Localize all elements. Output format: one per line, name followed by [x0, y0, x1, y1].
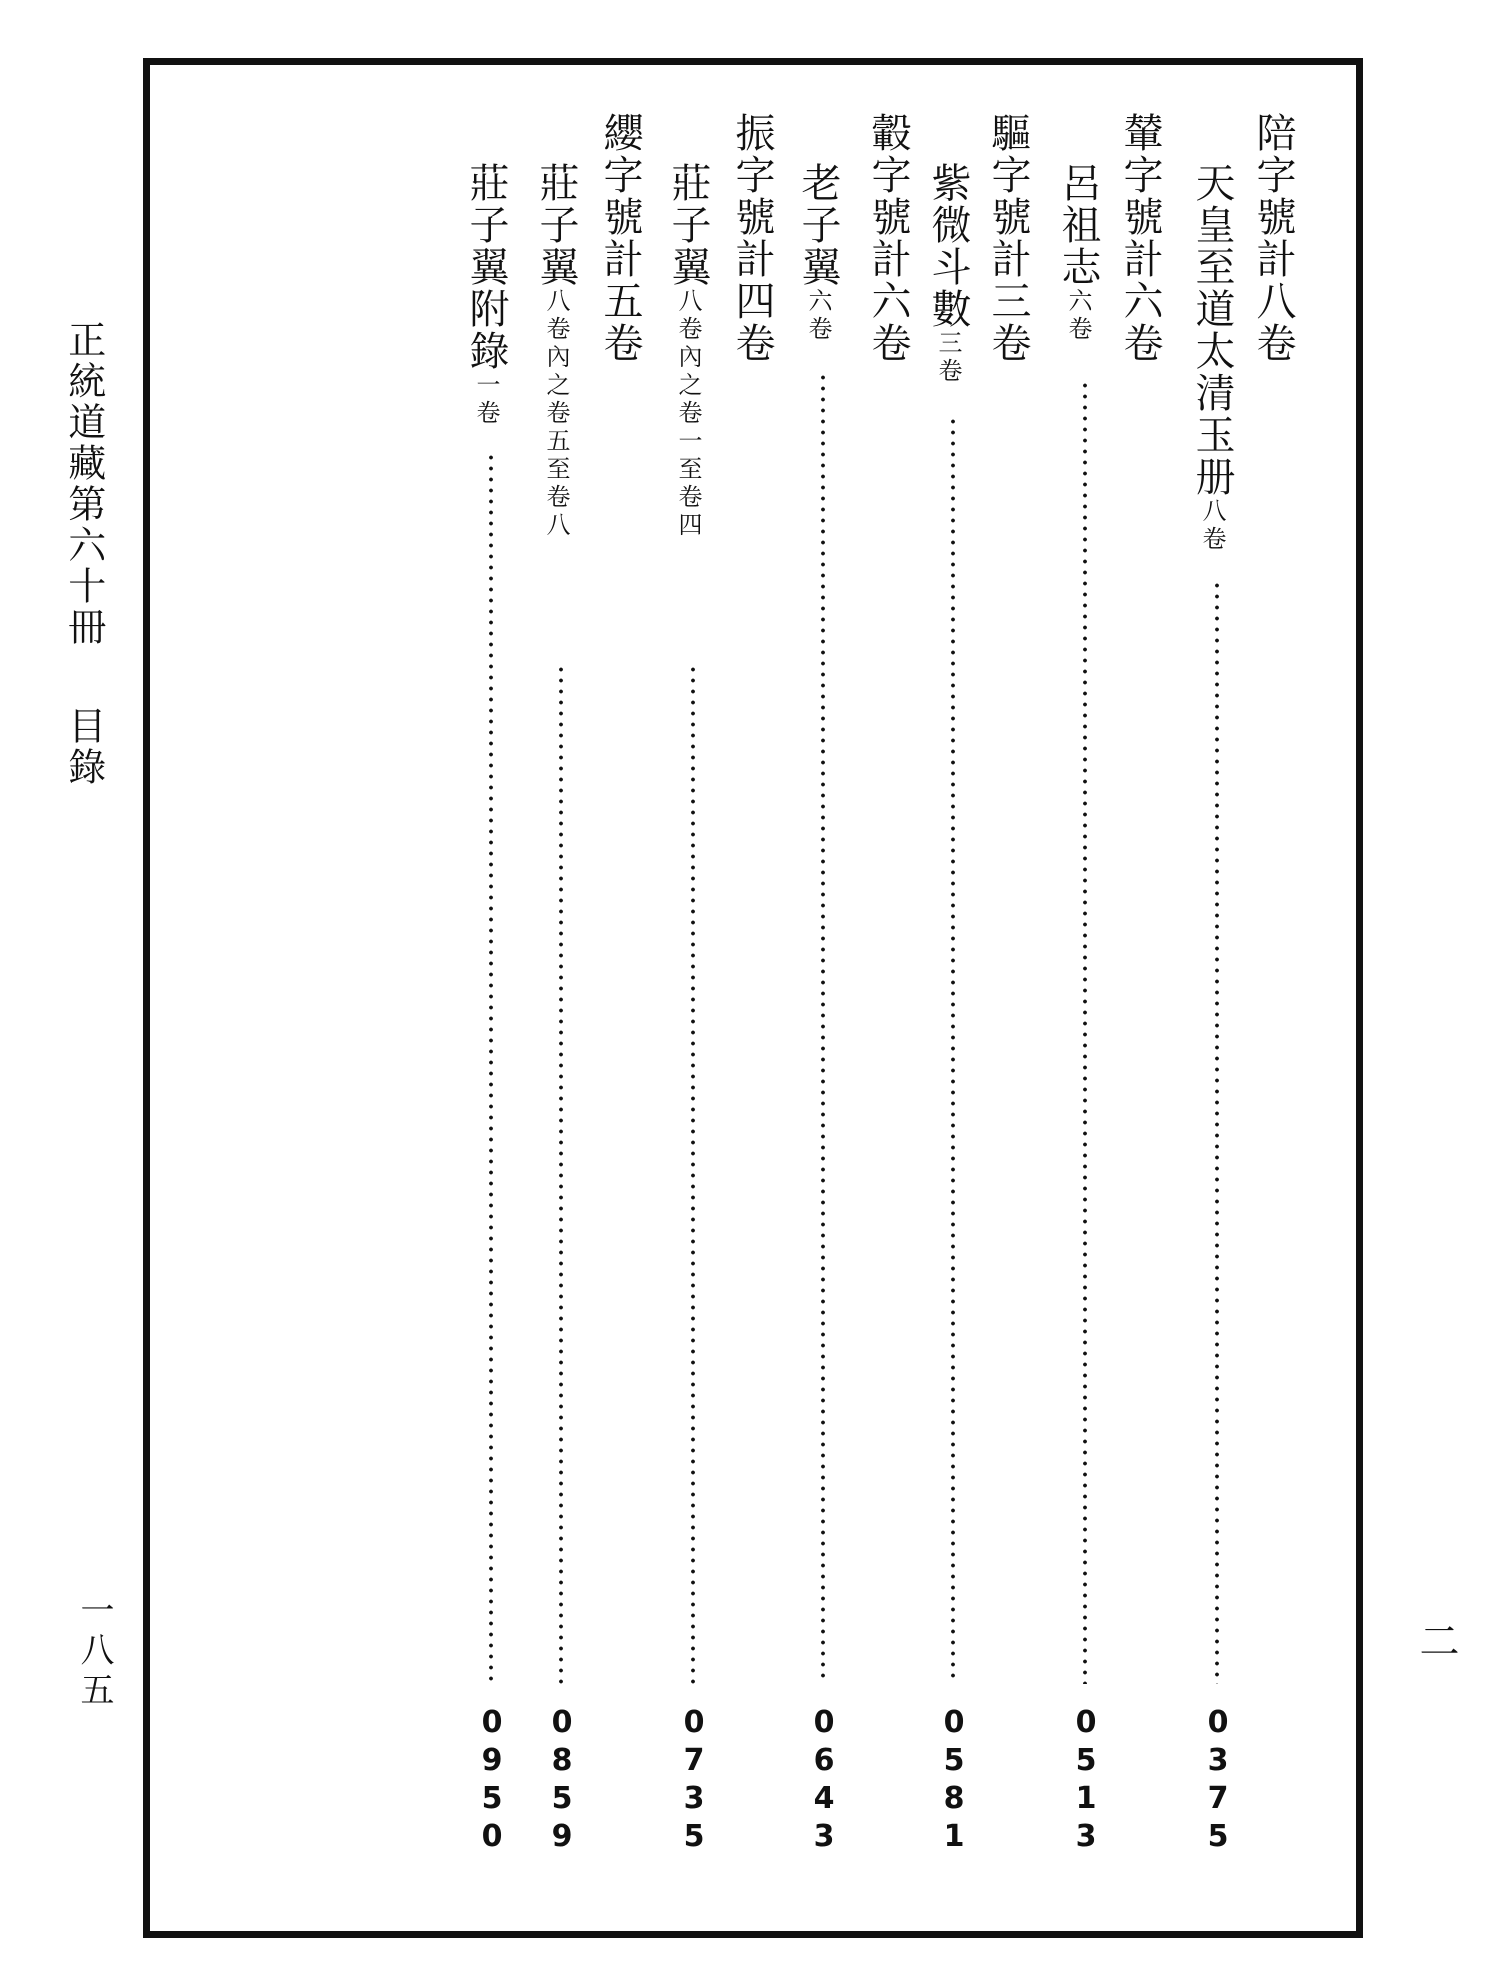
- dot-leader: [488, 452, 494, 1684]
- dot-leader: [1214, 580, 1220, 1684]
- page-ref: 0 3 7 5: [1207, 1705, 1229, 1854]
- toc-entry-zhuangziyi-1: 莊子翼八卷內之卷一至卷四: [665, 162, 711, 540]
- toc-entry-tianhuang: 天皇至道太清玉册八卷: [1189, 162, 1235, 554]
- page-ref: 0 9 5 0: [481, 1705, 503, 1854]
- toc-heading-nian: 輦字號計六卷: [1117, 112, 1163, 364]
- toc-entry-lvzuzhi: 呂祖志六卷: [1055, 162, 1101, 344]
- page-ref: 0 7 3 5: [683, 1705, 705, 1854]
- margin-title: [62, 320, 104, 788]
- toc-entry-note: 八卷: [1198, 498, 1226, 554]
- page-ref: 0 8 5 9: [551, 1705, 573, 1854]
- page-ref: 0 5 1 3: [1075, 1705, 1097, 1854]
- toc-heading-zhen: 振字號計四卷: [729, 112, 775, 364]
- toc-heading-qu: 驅字號計三卷: [985, 112, 1031, 364]
- dot-leader: [950, 416, 956, 1684]
- page-ref: 0 6 4 3: [813, 1705, 835, 1854]
- toc-entry-note: 八卷內之卷一至卷四: [674, 288, 702, 540]
- right-margin-mark: 二: [1413, 1620, 1459, 1660]
- toc-heading-gu: 轂字號計六卷: [865, 112, 911, 364]
- toc-heading-ying: 纓字號計五卷: [597, 112, 643, 364]
- page-ref: 0 5 8 1: [943, 1705, 965, 1854]
- toc-entry-laoziyi: 老子翼六卷: [795, 162, 841, 344]
- dot-leader: [558, 664, 564, 1684]
- toc-entry-zhuangziyi-fulu: 莊子翼附錄一卷: [463, 162, 509, 428]
- dot-leader: [1082, 380, 1088, 1684]
- toc-entry-ziweidoushu: 紫微斗數三卷: [925, 162, 971, 386]
- toc-heading-pei: 陪字號計八卷: [1250, 112, 1296, 364]
- toc-entry-note: 六卷: [1064, 288, 1092, 344]
- toc-entry-note: 六卷: [804, 288, 832, 344]
- toc-entry-zhuangziyi-2: 莊子翼八卷內之卷五至卷八: [533, 162, 579, 540]
- section-title: 目錄: [61, 706, 106, 788]
- page-number: 一八五: [74, 1592, 114, 1712]
- toc-entry-note: 八卷內之卷五至卷八: [542, 288, 570, 540]
- toc-entry-note: 一卷: [472, 372, 500, 428]
- volume-title: 正統道藏第六十冊: [61, 320, 106, 648]
- dot-leader: [820, 372, 826, 1684]
- toc-entry-note: 三卷: [934, 330, 962, 386]
- dot-leader: [690, 664, 696, 1684]
